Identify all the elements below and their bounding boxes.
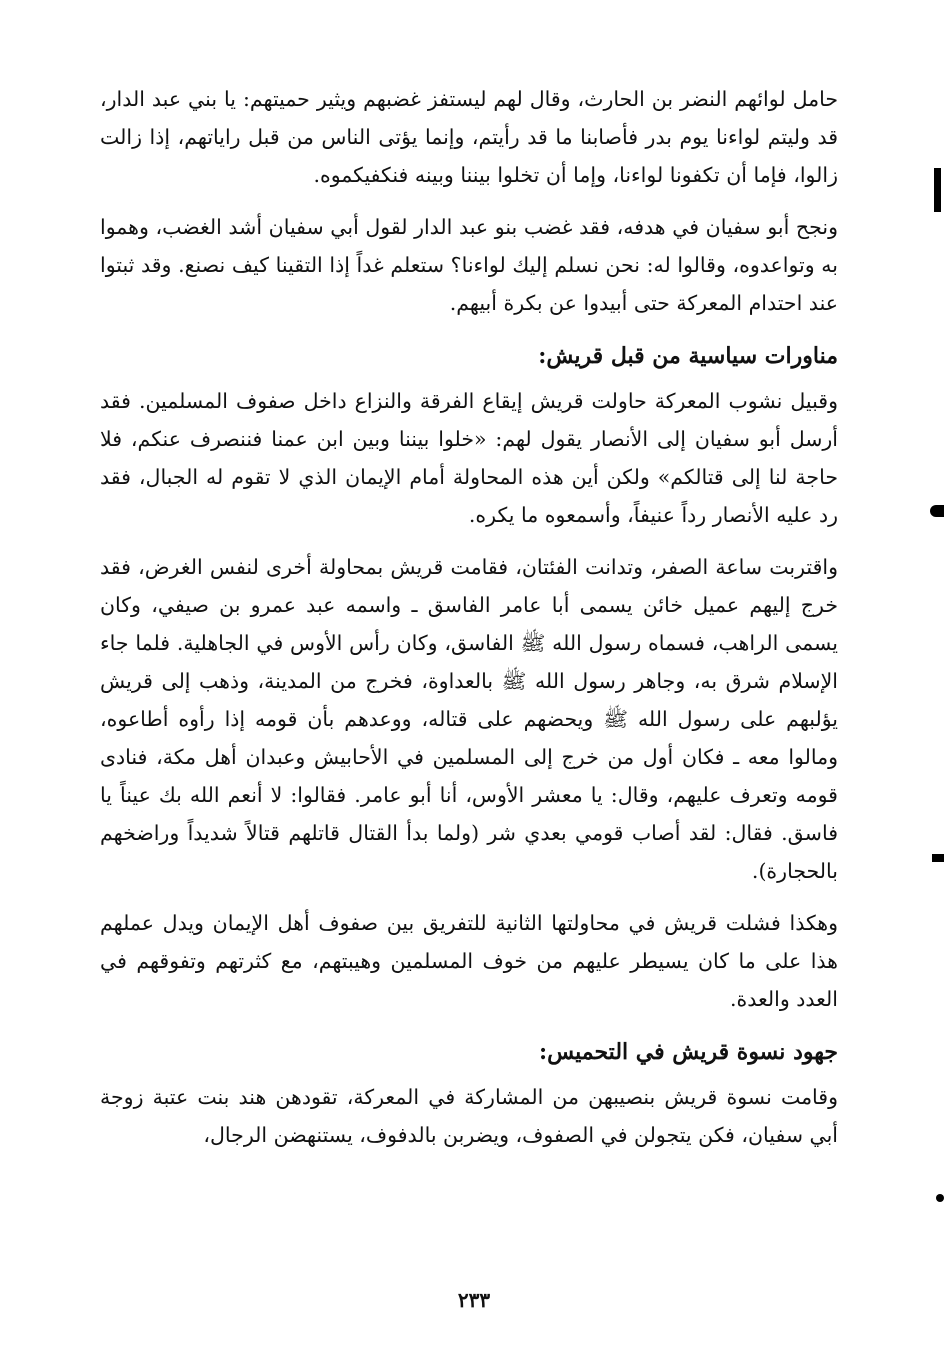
scan-edge-mark (934, 168, 941, 212)
paragraph-failure: وهكذا فشلت قريش في محاولتها الثانية للتفريق بين صفوف أهل الإيمان ويدل عملهم هذا على ما كان يسيطر عليهم من خوف المسلمين وهيبتهم، مع كثرتهم وتفوقهم في العدد والعدة. (100, 911, 838, 1011)
paragraph-abu-sufyan-success: ونجح أبو سفيان في هدفه، فقد غضب بنو عبد الدار لقول أبي سفيان أشد الغضب، وهموا به وتواعدوه، وقالوا له: نحن نسلم إليك لواءنا؟ ستعلم غداً إذا التقينا كيف نصنع. وقد ثبتوا عند احتدام المعركة حتى أبيدوا عن بكرة أبيهم. (100, 215, 838, 315)
page-number: ٢٣٣ (457, 1288, 491, 1312)
paragraph-banner-speech: حامل لوائهم النضر بن الحارث، وقال لهم ليستفز غضبهم ويثير حميتهم: يا بني عبد الدار، قد وليتم لواءنا يوم بدر فأصابنا ما قد رأيتم، وإنما يؤتى الناس من قبل راياتهم، إذا زالت زالوا، فإما أن تكفونا لواءنا، وإما أن تخلوا بيننا وبينه فنكفيكموه. (100, 87, 838, 187)
scan-edge-mark (936, 1194, 944, 1202)
paragraph-abu-amir: واقتربت ساعة الصفر، وتدانت الفئتان، فقامت قريش بمحاولة أخرى لنفس الغرض، فقد خرج إليهم عميل خائن يسمى أبا عامر الفاسق ـ واسمه عبد عمرو بن صيفي، وكان يسمى الراهب، فسماه رسول الله ﷺ الفاسق، وكان رأس الأوس في الجاهلية. فلما جاء الإسلام شرق به، وجاهر رسول الله ﷺ بالعداوة، فخرج من المدينة، وذهب إلى قريش يؤلبهم على رسول الله ﷺ ويحضهم على قتاله، ووعدهم بأن قومه إذا رأوه أطاعوه، ومالوا معه ـ فكان أول من خرج إلى المسلمين في الأحابيش وعبدان أهل مكة، فنادى قومه وتعرف عليهم، وقال: يا معشر الأوس، أنا أبو عامر. فقالوا: لا أنعم الله بك عيناً يا فاسق. فقال: لقد أصاب قومي بعدي شر (ولما بدأ القتال قاتلهم قتالاً شديداً وراضخهم بالحجارة). (100, 555, 838, 883)
page-body (100, 80, 838, 1168)
scan-edge-mark (930, 505, 944, 517)
section-heading-women-efforts: جهود نسوة قريش في التحميس: (538, 1039, 838, 1065)
scan-edge-mark (932, 854, 944, 862)
paragraph-first-attempt: وقبيل نشوب المعركة حاولت قريش إيقاع الفرقة والنزاع داخل صفوف المسلمين. فقد أرسل أبو سفيان إلى الأنصار يقول لهم: «خلوا بيننا وبين ابن عمنا فننصرف عنكم، فلا حاجة لنا إلى قتالكم» ولكن أين هذه المحاولة أمام الإيمان الذي لا تقوم له الجبال، فقد رد عليه الأنصار رداً عنيفاً، وأسمعوه ما يكره. (100, 389, 838, 527)
section-heading-political-maneuvers: مناورات سياسية من قبل قريش: (538, 343, 838, 369)
paragraph-women: وقامت نسوة قريش بنصيبهن من المشاركة في المعركة، تقودهن هند بنت عتبة زوجة أبي سفيان، فكن يتجولن في الصفوف، ويضربن بالدفوف، يستنهضن الرجال، (100, 1085, 838, 1147)
